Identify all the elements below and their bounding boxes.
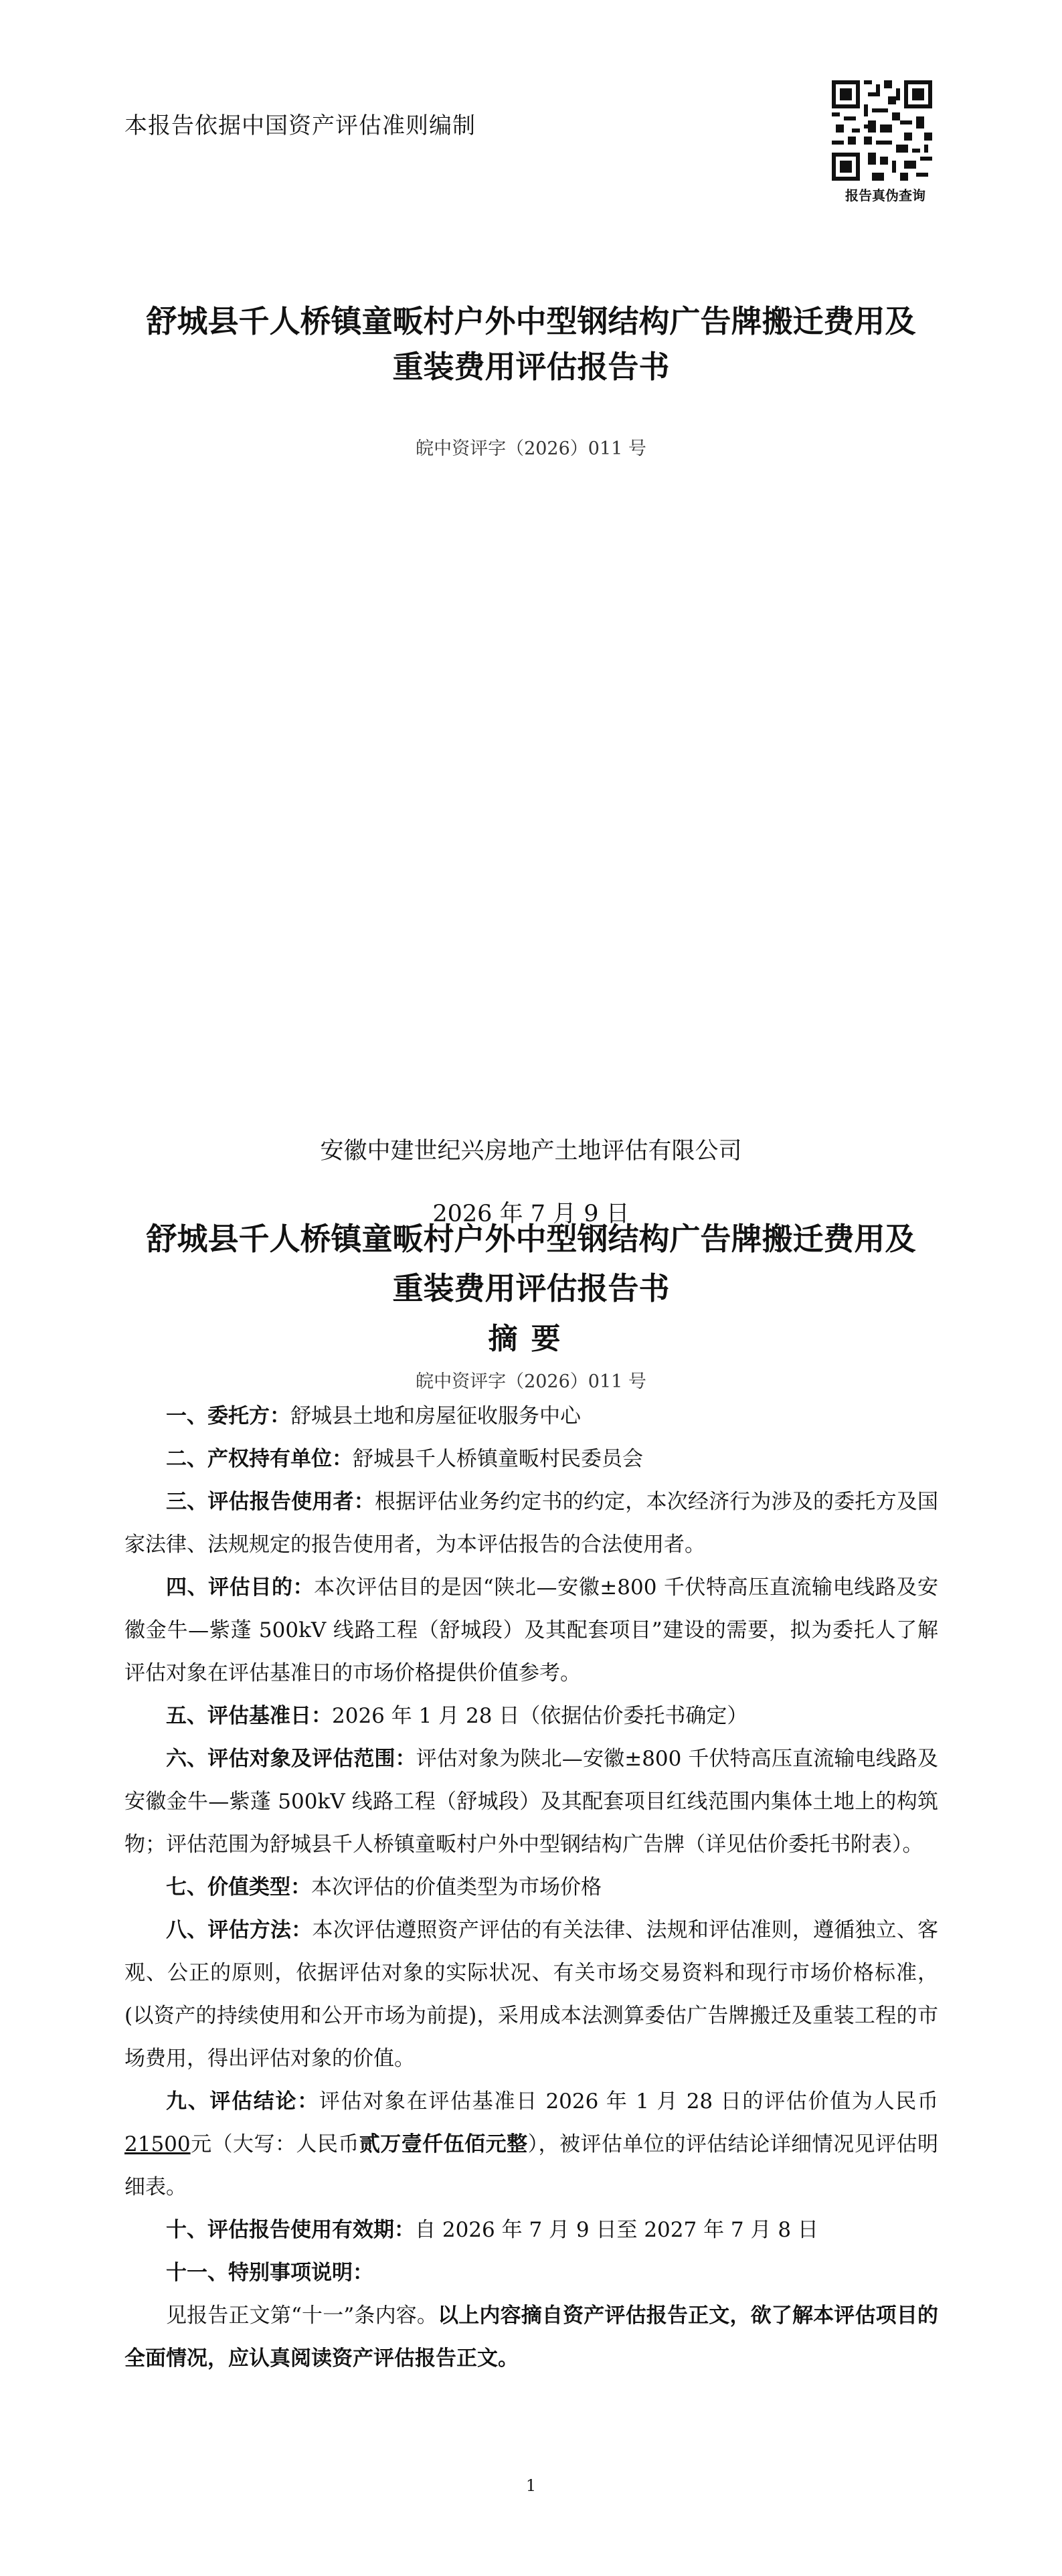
- report-date: 2026 年 7 月 9 日: [432, 1201, 630, 1227]
- qr-verify-label: 报告真伪查询: [845, 187, 925, 203]
- item-text: ），被评估单位的评估结论详细情况见评估明细表。: [124, 2132, 938, 2199]
- qr-code-icon[interactable]: [832, 80, 932, 181]
- item-key: 六、评估对象及评估范围：: [166, 1747, 416, 1771]
- item-client: [124, 1395, 938, 1438]
- item-text: 评估对象为陕北—安徽±800 千伏特高压直流输电线路及安徽金牛—紫蓬 500kV 线路工程（舒城段）及其配套项目红线范围内集体土地上的构筑物；评估范围为舒城县千人桥镇童畈村户外中型钢结构广告牌（详见估价委托书附表）。: [124, 1747, 938, 1857]
- item-value-type: [124, 1866, 938, 1909]
- cover-title-line2: 重装费用评估报告书: [392, 349, 670, 385]
- item-key: 三、评估报告使用者：: [166, 1490, 375, 1514]
- item-key: 十一、特别事项说明：: [166, 2261, 373, 2285]
- appraised-value: 21500: [124, 2132, 191, 2156]
- item-text: 本次评估目的是因“陕北—安徽±800 千伏特高压直流输电线路及安徽金牛—紫蓬 500kV 线路工程（舒城段）及其配套项目”建设的需要，拟为委托人了解评估对象在评估基准日的市场价格提供价值参考。: [124, 1575, 939, 1685]
- item-text: 元（大写：人民币: [190, 2132, 359, 2156]
- item-text: 评估对象在评估基准日 2026 年 1 月 28 日的评估价值为人民币: [319, 2089, 938, 2114]
- compliance-note: 本报告依据中国资产评估准则编制: [124, 112, 476, 139]
- item-special-matters: [124, 2251, 938, 2294]
- item-key: 九、评估结论：: [166, 2089, 319, 2114]
- page-number: 1: [525, 2476, 537, 2495]
- item-key: 七、价值类型：: [166, 1875, 311, 1899]
- closing-text: 见报告正文第“十一”条内容。: [166, 2304, 438, 2328]
- item-text: 2026 年 1 月 28 日（依据估价委托书确定）: [332, 1704, 748, 1728]
- item-base-date: [124, 1695, 938, 1737]
- item-key: 四、评估目的：: [166, 1575, 315, 1600]
- item-object-scope: [124, 1737, 938, 1866]
- item-text: 根据评估业务约定书的约定，本次经济行为涉及的委托方及国家法律、法规规定的报告使用者，为本评估报告的合法使用者。: [124, 1490, 939, 1557]
- item-text: 本次评估的价值类型为市场价格: [311, 1875, 602, 1899]
- cover-doc-number: 皖中资评字（2026）011 号: [416, 438, 646, 459]
- summary-title-line1: 舒城县千人桥镇童畈村户外中型钢结构广告牌搬迁费用及: [146, 1221, 916, 1257]
- item-purpose: [124, 1566, 938, 1695]
- item-text: 舒城县千人桥镇童畈村民委员会: [353, 1447, 643, 1471]
- item-text: 自 2026 年 7 月 9 日至 2027 年 7 月 8 日: [415, 2218, 818, 2242]
- closing-note: [124, 2294, 938, 2380]
- summary-doc-number: 皖中资评字（2026）011 号: [416, 1371, 646, 1392]
- item-text: 舒城县土地和房屋征收服务中心: [290, 1404, 581, 1428]
- item-key: 十、评估报告使用有效期：: [166, 2218, 415, 2242]
- item-key: 一、委托方：: [166, 1404, 290, 1428]
- item-key: 二、产权持有单位：: [166, 1447, 353, 1471]
- item-validity: [124, 2209, 938, 2251]
- summary-body: [124, 1395, 938, 2380]
- item-owner: [124, 1438, 938, 1480]
- cover-title-line1: 舒城县千人桥镇童畈村户外中型钢结构广告牌搬迁费用及: [146, 303, 916, 339]
- closing-bold-text: 以上内容摘自资产评估报告正文，欲了解本评估项目的全面情况，应认真阅读资产评估报告正文。: [124, 2304, 938, 2371]
- item-text: 本次评估遵照资产评估的有关法律、法规和评估准则，遵循独立、客观、公正的原则，依据评估对象的实际状况、有关市场交易资料和现行市场价格标准，(以资产的持续使用和公开市场为前提)，采用成本法测算委估广告牌搬迁及重装工程的市场费用，得出评估对象的价值。: [124, 1918, 939, 2071]
- item-users: [124, 1480, 938, 1566]
- company-name: 安徽中建世纪兴房地产土地评估有限公司: [320, 1138, 742, 1165]
- item-key: 五、评估基准日：: [166, 1704, 332, 1728]
- item-method: [124, 1909, 938, 2080]
- item-conclusion: [124, 2080, 938, 2209]
- item-key: 八、评估方法：: [166, 1918, 313, 1942]
- summary-title-line2: 重装费用评估报告书: [392, 1270, 670, 1306]
- summary-heading: 摘要: [488, 1322, 574, 1356]
- appraised-value-chinese: 贰万壹仟伍佰元整: [359, 2132, 528, 2156]
